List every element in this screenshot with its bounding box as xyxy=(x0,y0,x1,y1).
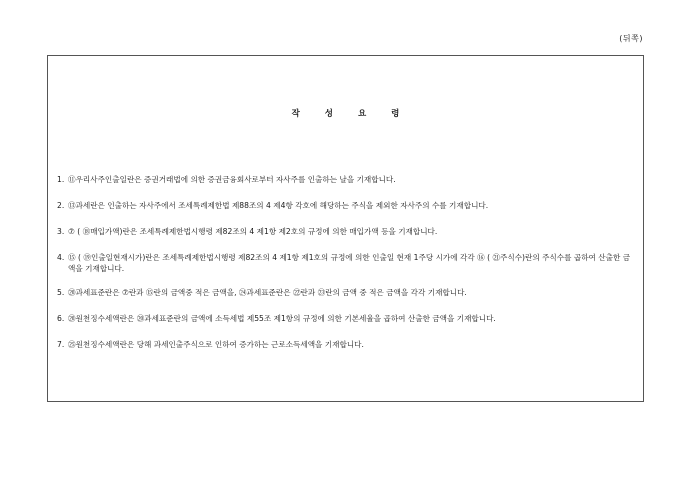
instructions-box xyxy=(47,55,644,402)
item-number: 3. xyxy=(57,227,65,236)
instruction-item-6 xyxy=(57,313,635,324)
item-number: 4. xyxy=(57,253,65,262)
item-number: 1. xyxy=(57,175,65,184)
item-number: 5. xyxy=(57,288,65,297)
page-side-label: (뒤쪽) xyxy=(619,34,643,43)
instruction-item-1 xyxy=(57,174,635,185)
instruction-item-4 xyxy=(57,252,635,274)
instructions-title: 작 성 요 령 xyxy=(291,109,400,119)
item-text: ⑳과세표준란은 ⑦란과 ⑮란의 금액중 적은 금액을, ㉔과세표준란은 ㉒란과 ㉓란의 금액 중 적은 금액을 각각 기재합니다. xyxy=(68,288,467,297)
item-text: ⑬과세란은 인출하는 자사주에서 조세특례제한법 제88조의 4 제4항 각호에 해당하는 주식을 제외한 자사주의 수를 기재합니다. xyxy=(68,201,489,210)
instruction-item-7 xyxy=(57,339,635,350)
instruction-item-5 xyxy=(57,287,635,298)
item-text: ⑦ ( ⑱매입가액)란은 조세특례제한법시행령 제82조의 4 제1항 제2호의 규정에 의한 매입가액 등을 기재합니다. xyxy=(68,227,438,236)
item-text: ⑳원천징수세액란은 ⑳과세표준란의 금액에 소득세법 제55조 제1항의 규정에 의한 기본세율을 곱하여 산출한 금액을 기재합니다. xyxy=(68,314,496,323)
instruction-item-2 xyxy=(57,200,635,211)
item-text: ㉕원천징수세액란은 당해 과세인출주식으로 인하여 증가하는 근로소득세액을 기재합니다. xyxy=(68,340,364,349)
item-number: 7. xyxy=(57,340,65,349)
item-number: 2. xyxy=(57,201,65,210)
item-text: ⑮ ( ⑲인출일현재시가)란은 조세특례제한법시행령 제82조의 4 제1항 제1호의 규정에 의한 인출일 현재 1주당 시가에 각각 ⑯ ( ㉑주식수)란의 주식수를 곱하여 산출한 금액을 기재합니다. xyxy=(68,253,631,273)
item-number: 6. xyxy=(57,314,65,323)
instructions-list xyxy=(57,174,635,365)
instruction-item-3 xyxy=(57,226,635,237)
item-text: ⑪우리사주인출일란은 증권거래법에 의한 증권금융회사로부터 자사주를 인출하는 날을 기재합니다. xyxy=(68,175,396,184)
